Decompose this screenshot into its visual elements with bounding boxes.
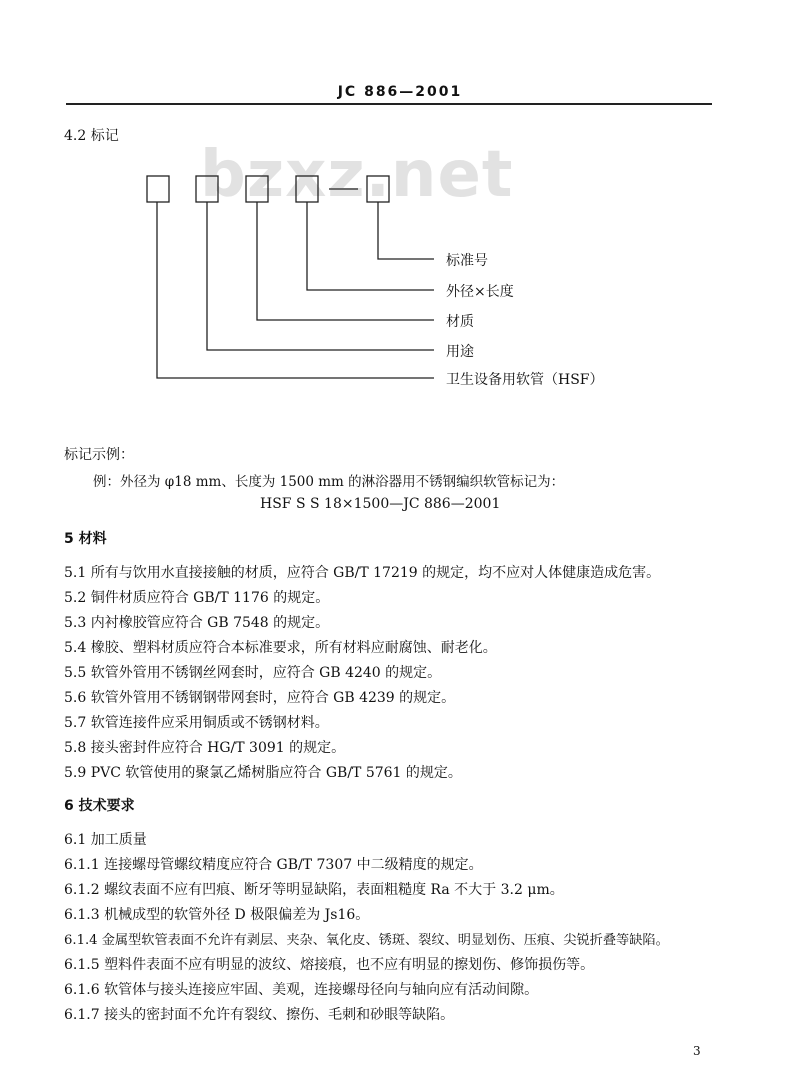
watermark: bzxz.net bbox=[200, 138, 514, 212]
clause-5-9: 5.9 PVC 软管使用的聚氯乙烯树脂应符合 GB/T 5761 的规定。 bbox=[64, 765, 462, 781]
clause-6-1-4: 6.1.4 金属型软管表面不允许有剥层、夹杂、氧化皮、锈斑、裂纹、明显划伤、压痕、尖锐折叠等缺陷。 bbox=[64, 933, 669, 948]
section-5-heading: 5 材料 bbox=[64, 531, 107, 547]
example-marking: HSF S S 18×1500—JC 886—2001 bbox=[260, 496, 501, 512]
clause-5-4: 5.4 橡胶、塑料材质应符合本标准要求，所有材料应耐腐蚀、耐老化。 bbox=[64, 640, 497, 656]
clause-6-1-6: 6.1.6 软管体与接头连接应牢固、美观，连接螺母径向与轴向应有活动间隙。 bbox=[64, 982, 539, 998]
clause-5-1: 5.1 所有与饮用水直接接触的材质，应符合 GB/T 17219 的规定，均不应对人体健康造成危害。 bbox=[64, 565, 661, 581]
label-size: 外径×长度 bbox=[446, 284, 514, 300]
clause-5-5: 5.5 软管外管用不锈钢丝网套时，应符合 GB 4240 的规定。 bbox=[64, 665, 442, 681]
clause-6-1-3: 6.1.3 机械成型的软管外径 D 极限偏差为 Js16。 bbox=[64, 907, 370, 923]
clause-6-1-7: 6.1.7 接头的密封面不允许有裂纹、擦伤、毛刺和砂眼等缺陷。 bbox=[64, 1007, 455, 1023]
clause-6-1: 6.1 加工质量 bbox=[64, 832, 147, 848]
label-material: 材质 bbox=[446, 314, 474, 330]
leader-size bbox=[307, 202, 434, 290]
clause-5-6: 5.6 软管外管用不锈钢钢带网套时，应符合 GB 4239 的规定。 bbox=[64, 690, 456, 706]
box-product bbox=[147, 176, 169, 202]
marking-diagram bbox=[0, 0, 800, 420]
clause-6-1-2: 6.1.2 螺纹表面不应有凹痕、断牙等明显缺陷，表面粗糙度 Ra 不大于 3.2 μm。 bbox=[64, 882, 564, 898]
label-use: 用途 bbox=[446, 344, 474, 360]
label-product-type: 卫生设备用软管（HSF） bbox=[446, 372, 604, 388]
clause-5-8: 5.8 接头密封件应符合 HG/T 3091 的规定。 bbox=[64, 740, 346, 756]
section-4-2-title: 4.2 标记 bbox=[64, 128, 119, 144]
box-standard bbox=[367, 176, 389, 202]
leader-use bbox=[207, 202, 434, 350]
page-number: 3 bbox=[693, 1044, 701, 1058]
standard-code-header: JC 886—2001 bbox=[337, 84, 463, 100]
example-heading: 标记示例： bbox=[64, 447, 134, 463]
clause-5-7: 5.7 软管连接件应采用铜质或不锈钢材料。 bbox=[64, 715, 329, 731]
clause-5-2: 5.2 铜件材质应符合 GB/T 1176 的规定。 bbox=[64, 590, 330, 606]
box-material bbox=[246, 176, 268, 202]
clause-6-1-5: 6.1.5 塑料件表面不应有明显的波纹、熔接痕，也不应有明显的擦划伤、修饰损伤等。 bbox=[64, 957, 595, 973]
clause-5-3: 5.3 内衬橡胶管应符合 GB 7548 的规定。 bbox=[64, 615, 330, 631]
label-standard-number: 标准号 bbox=[446, 253, 488, 269]
box-size bbox=[296, 176, 318, 202]
leader-material bbox=[257, 202, 434, 320]
example-line: 例：外径为 φ18 mm、长度为 1500 mm 的淋浴器用不锈钢编织软管标记为： bbox=[93, 474, 565, 490]
section-6-heading: 6 技术要求 bbox=[64, 798, 135, 814]
leader-standard bbox=[378, 202, 434, 259]
clause-6-1-1: 6.1.1 连接螺母管螺纹精度应符合 GB/T 7307 中二级精度的规定。 bbox=[64, 857, 483, 873]
box-use bbox=[196, 176, 218, 202]
